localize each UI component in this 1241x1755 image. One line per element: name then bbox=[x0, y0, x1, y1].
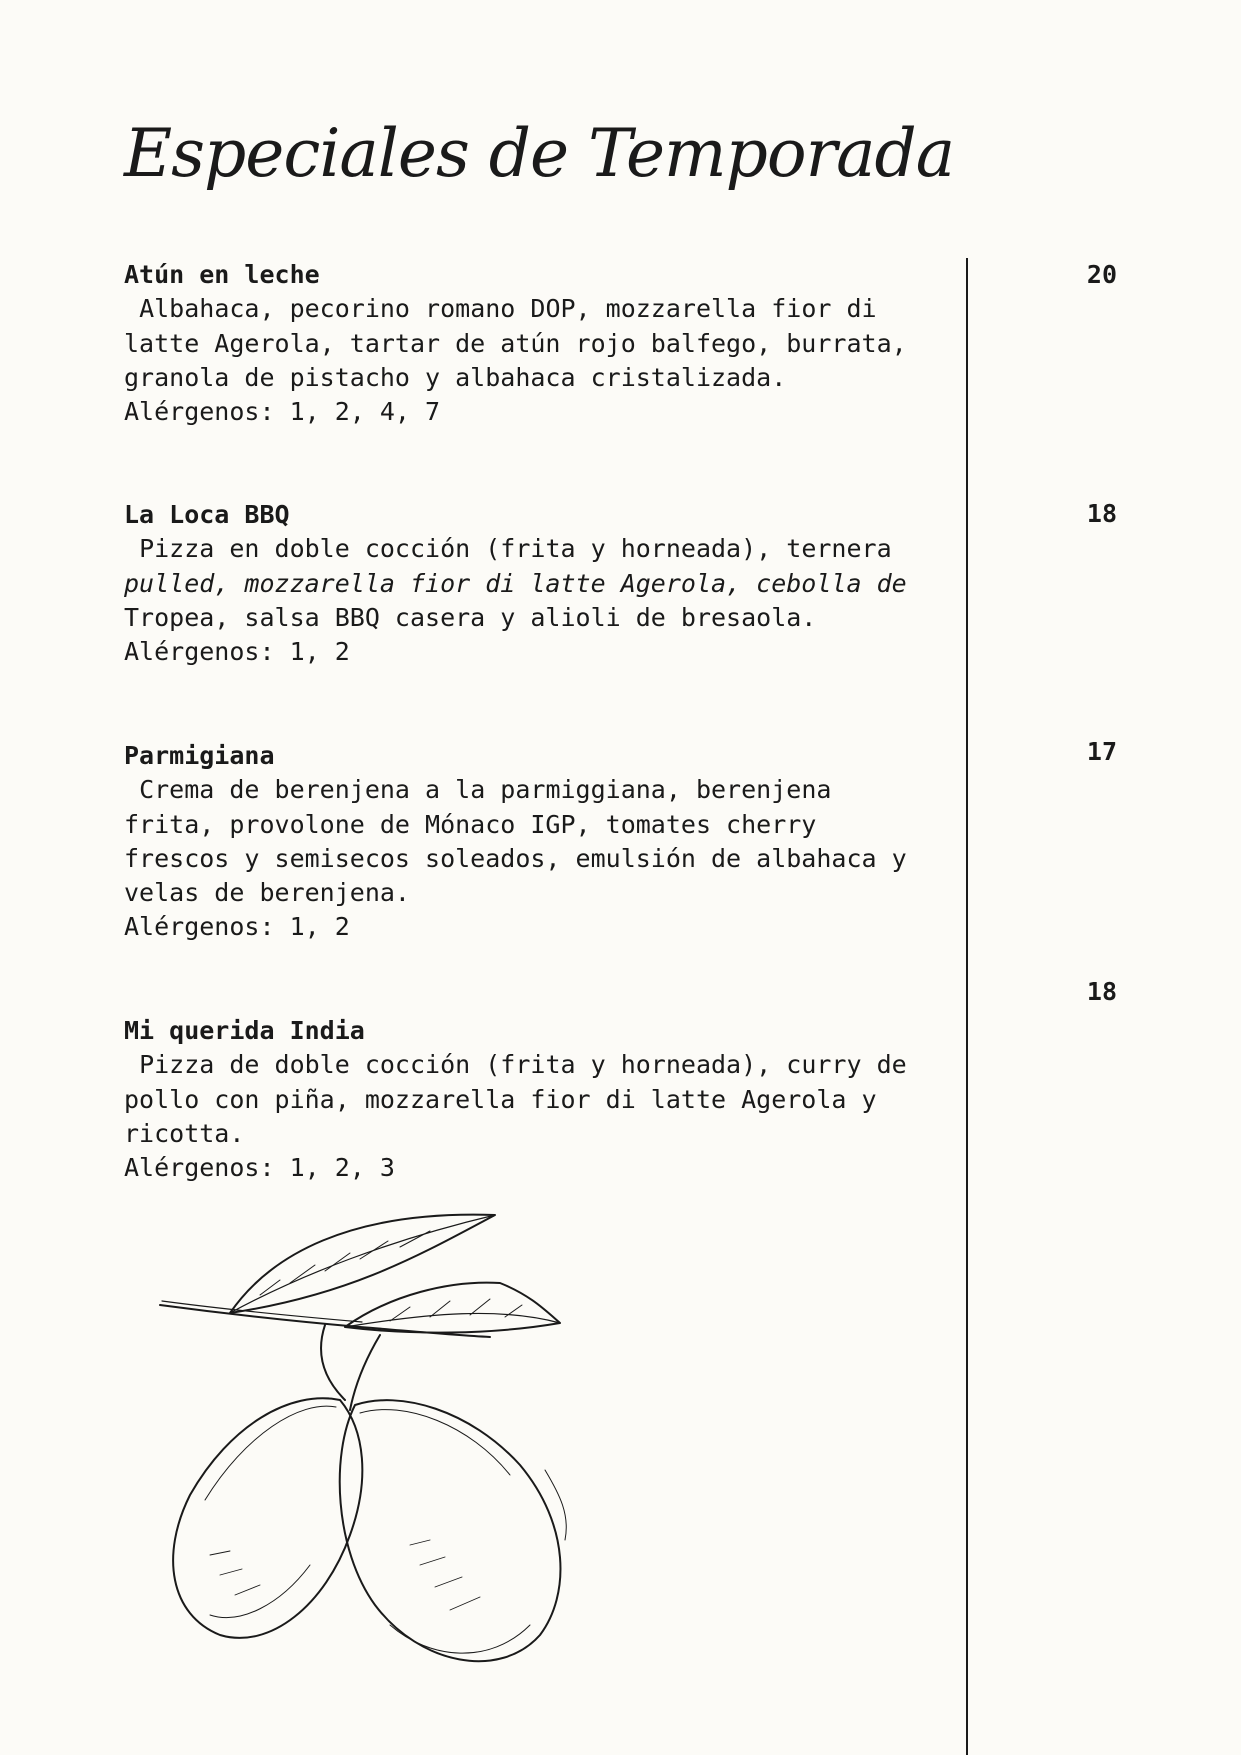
menu-item-allergens: Alérgenos: 1, 2, 4, 7 bbox=[124, 397, 441, 427]
menu-item bbox=[124, 1014, 924, 1185]
menu-item-description-line: latte Agerola, tartar de atún rojo balfego, burrata, bbox=[124, 328, 907, 358]
menu-item bbox=[124, 258, 924, 429]
menu-item-description-line: pollo con piña, mozzarella fior di latte Agerola y bbox=[124, 1084, 877, 1114]
menu-item-description-line: granola de pistacho y albahaca cristalizada. bbox=[124, 362, 787, 392]
menu-item-price: 17 bbox=[1086, 737, 1117, 766]
menu-item-name: Mi querida India bbox=[124, 1016, 365, 1045]
menu-item bbox=[124, 498, 924, 669]
menu-item bbox=[124, 739, 924, 945]
menu-item-price: 18 bbox=[1086, 499, 1117, 528]
menu-item-description-line: Pizza en doble cocción (frita y horneada), ternera bbox=[124, 534, 892, 564]
menu-item-description-line: velas de berenjena. bbox=[124, 878, 410, 908]
menu-item-description-line bbox=[124, 567, 924, 601]
menu-item-description-line: Crema de berenjena a la parmiggiana, berenjena bbox=[124, 775, 832, 805]
lemon-branch-sketch-icon bbox=[150, 1195, 630, 1695]
menu-item-allergens: Alérgenos: 1, 2, 3 bbox=[124, 1153, 395, 1183]
menu-item-price: 18 bbox=[1086, 977, 1117, 1006]
menu-item-allergens: Alérgenos: 1, 2 bbox=[124, 912, 350, 942]
menu-item-name: Atún en leche bbox=[124, 260, 320, 289]
page-title: Especiales de Temporada bbox=[124, 115, 955, 192]
menu-item-allergens: Alérgenos: 1, 2 bbox=[124, 637, 350, 667]
menu-item-name: Parmigiana bbox=[124, 741, 275, 770]
menu-item-description-line: pulled, mozzarella fior di latte Agerola, cebolla de bbox=[124, 568, 907, 598]
menu-item-description-line: Albahaca, pecorino romano DOP, mozzarella fior di bbox=[124, 294, 877, 324]
menu-item-description-line: frescos y semisecos soleados, emulsión de albahaca y bbox=[124, 843, 907, 873]
menu-item-description-line: Pizza de doble cocción (frita y horneada), curry de bbox=[124, 1050, 907, 1080]
menu-item-price: 20 bbox=[1086, 260, 1117, 289]
vertical-divider bbox=[966, 258, 968, 1755]
menu-item-description-line: Tropea, salsa BBQ casera y alioli de bresaola. bbox=[124, 602, 817, 632]
menu-item-description-line: frita, provolone de Mónaco IGP, tomates cherry bbox=[124, 809, 817, 839]
menu-item-name: La Loca BBQ bbox=[124, 500, 290, 529]
menu-item-description-line: ricotta. bbox=[124, 1118, 245, 1148]
